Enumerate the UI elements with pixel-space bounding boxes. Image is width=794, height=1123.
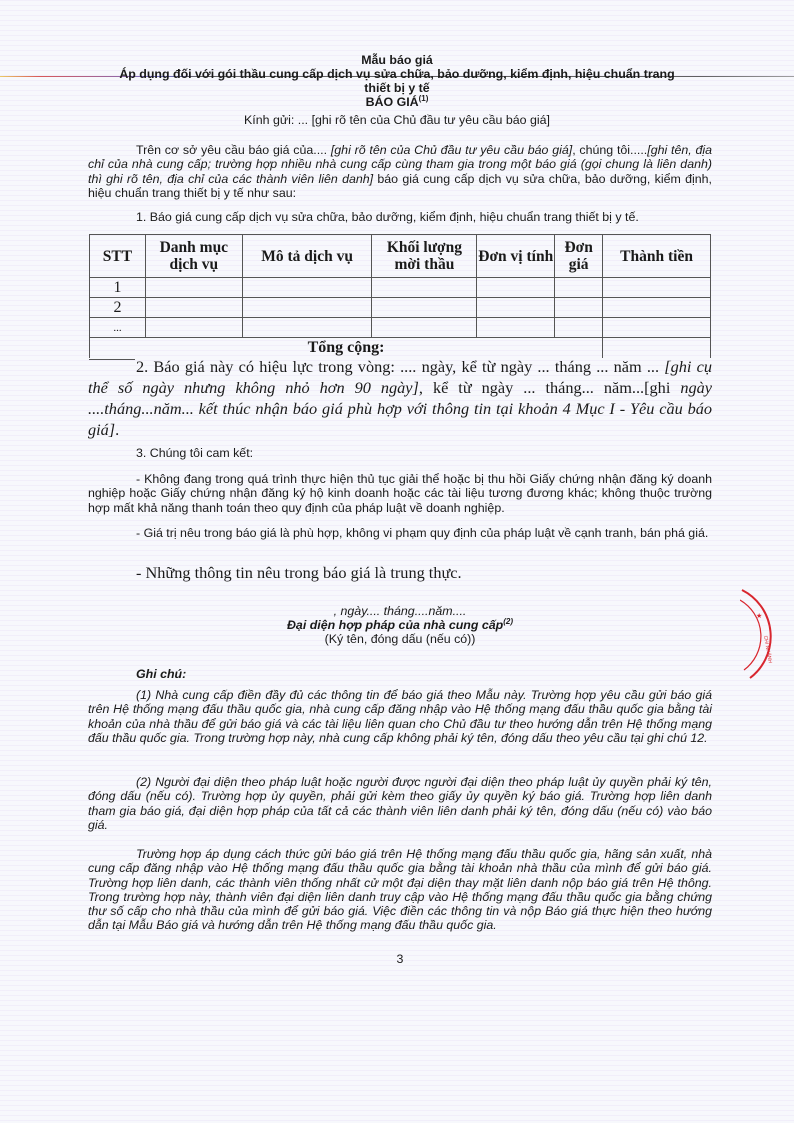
section-2-italic-2: ngày ....tháng...năm... kết thúc nhận báo giá phù hợp với thông tin tại khoản 4 Mục I - Yêu cầu báo giá] [88,378,712,439]
section-3-heading: 3. Chúng tôi cam kết: [136,446,254,460]
recipient-line: Kính gửi: ... [ghi rõ tên của Chủ đầu tư yêu cầu báo giá] [244,113,550,127]
section-2-paragraph [88,356,712,440]
header-quantity: Khối lượng mời thầu [372,235,477,278]
table-cell [372,298,477,318]
table-cell [603,298,711,318]
header-service-description: Mô tả dịch vụ [242,235,372,278]
footnote-ref-1: (1) [418,93,429,103]
header-service-category: Danh mục dịch vụ [145,235,242,278]
notes-heading: Ghi chú: [136,667,187,681]
footnote-ref-2: (2) [503,616,513,626]
table-total-row [90,338,711,359]
commitment-2: - Giá trị nêu trong báo giá là phù hợp, không vi phạm quy định của pháp luật về cạnh tranh, bán phá giá. [136,526,709,540]
stamp-outer-arc [742,590,771,678]
section-2-text-2: , kể từ ngày ... tháng... năm...[ghi [418,378,681,397]
section-2-text-1: 2. Báo giá này có hiệu lực trong vòng: .... ngày, kể từ ngày ... tháng ... năm ... [136,357,665,376]
note-1: (1) Nhà cung cấp điền đầy đủ các thông tin để báo giá theo Mẫu này. Trường hợp yêu cầu gửi báo giá trên Hệ thống mạng đấu thầu quốc gia, nhà cung cấp đăng nhập vào Hệ thống mạng đấu thầu quốc gia bằng tài khoản của nhà thầu để gửi báo giá và các tài liệu liên quan cho Chủ đầu tư theo hướng dẫn trên Hệ thống mạng đấu thầu quốc gia. Trong trường hợp này, nhà cung cấp không phải ký tên, đóng dấu theo yêu cầu tại ghi chú 12. [88,688,712,745]
signature-representative-text: Đại diện hợp pháp của nhà cung cấp [286,618,504,632]
table-cell [242,278,372,298]
table-cell [372,278,477,298]
intro-text-1: Trên cơ sở yêu cầu báo giá của.... [136,143,331,157]
section-2-italic-1: [ghi cụ thể số ngày nhưng không nhỏ hơn 90 ngày] [88,357,712,397]
company-stamp-icon [740,578,794,690]
commitment-1: - Không đang trong quá trình thực hiện thủ tục giải thể hoặc bị thu hồi Giấy chứng nhận đăng ký doanh nghiệp hoặc Giấy chứng nhận đăng ký hộ kinh doanh hoặc các tài liệu tương đương khác; không thuộc trường hợp mất khả năng thanh toán theo quy định của pháp luật về doanh nghiệp. [88,472,712,515]
table-cell [477,298,555,318]
table-row [90,298,711,318]
header-amount: Thành tiền [603,235,711,278]
table-row [90,278,711,298]
table-cell [603,278,711,298]
total-label: Tổng cộng: [90,338,603,359]
table-cell [145,298,242,318]
signature-date-line: , ngày.... tháng....năm.... [333,604,467,618]
header-unit-price: Đơn giá [555,235,603,278]
table-cell: ... [90,318,146,338]
intro-text-3: báo giá cung cấp dịch vụ sửa chữa, bảo dưỡng, kiểm định, hiệu chuẩn trang thiết bị y tế như sau: [88,171,713,200]
form-title: Mẫu báo giá [361,53,433,67]
table-cell [372,318,477,338]
page-number: 3 [396,952,404,966]
note-3: Trường hợp áp dụng cách thức gửi báo giá trên Hệ thống mạng đấu thầu quốc gia, hãng sản xuất, nhà cung cấp đăng nhập vào Hệ thống mạng đấu thầu quốc gia bằng tài khoản nhà thầu của mình để gửi báo giá. Trường hợp liên danh, các thành viên thống nhất cử một đại diện thay mặt liên danh nộp báo giá trên Hệ thông. Trong trường hợp này, thành viên đại diện liên danh truy cập vào Hệ thống mạng đấu thầu quốc gia bằng chứng thư số cấp cho nhà thầu của mình để gửi báo giá. Việc điền các thông tin và nộp Báo giá thực hiện theo hướng dẫn tại Mẫu Báo giá và hướng dẫn trên Hệ thống mạng đấu thầu quốc gia. [88,847,712,933]
table-cell [603,318,711,338]
note-2: (2) Người đại diện theo pháp luật hoặc người được người đại diện theo pháp luật ủy quyền phải ký tên, đóng dấu (nếu có). Trường hợp ủy quyền, phải gửi kèm theo giấy ủy quyền ký báo giá. Trường hợp liên danh tham gia báo giá, đại diện hợp pháp của tất cả các thành viên liên danh phải ký tên, đóng dấu (nếu có) vào báo giá. [88,775,712,832]
document-title [80,95,714,109]
section-2-text-3: . [115,420,120,439]
signature-instruction: (Ký tên, đóng dấu (nếu có)) [324,632,476,646]
form-subtitle-line1: Áp dụng đối với gói thầu cung cấp dịch vụ sửa chữa, bảo dưỡng, kiểm định, hiệu chuẩn trang [119,67,675,81]
stamp-inner-arc [740,600,761,670]
table-cell [477,318,555,338]
table-cell [145,318,242,338]
header-stt: STT [90,235,146,278]
section-1-heading: 1. Báo giá cung cấp dịch vụ sửa chữa, bảo dưỡng, kiểm định, hiệu chuẩn trang thiết bị y tế. [136,210,639,224]
table-cell [242,318,372,338]
header-unit: Đơn vị tính [477,235,555,278]
table-cell [242,298,372,318]
intro-text-2: , chúng tôi..... [572,143,648,157]
table-cell: 1 [90,278,146,298]
table-cell: 2 [90,298,146,318]
intro-italic-1: [ghi rõ tên của Chủ đầu tư yêu cầu báo giá] [330,143,573,157]
table-header-row [90,235,711,278]
table-cell [555,318,603,338]
table-row [90,318,711,338]
table-cell [145,278,242,298]
stamp-star-icon: ★ [756,613,763,620]
form-subtitle-line2: thiết bị y tế [364,81,430,95]
table-cell [555,298,603,318]
quotation-table [89,234,711,358]
commitment-3: - Những thông tin nêu trong báo giá là trung thực. [136,563,462,582]
signature-representative [88,618,712,632]
stamp-text: CHI NHÁNH [762,635,773,664]
table-cell [555,278,603,298]
document-title-text: BÁO GIÁ [365,95,419,109]
intro-paragraph [88,143,712,200]
total-value [603,338,711,359]
intro-italic-2: [ghi tên, địa chỉ của nhà cung cấp; trường hợp nhiều nhà cung cấp cùng tham gia trong một báo giá (gọi chung là liên danh) thì ghi rõ tên, địa chỉ của các thành viên liên danh] [88,143,713,186]
table-cell [477,278,555,298]
